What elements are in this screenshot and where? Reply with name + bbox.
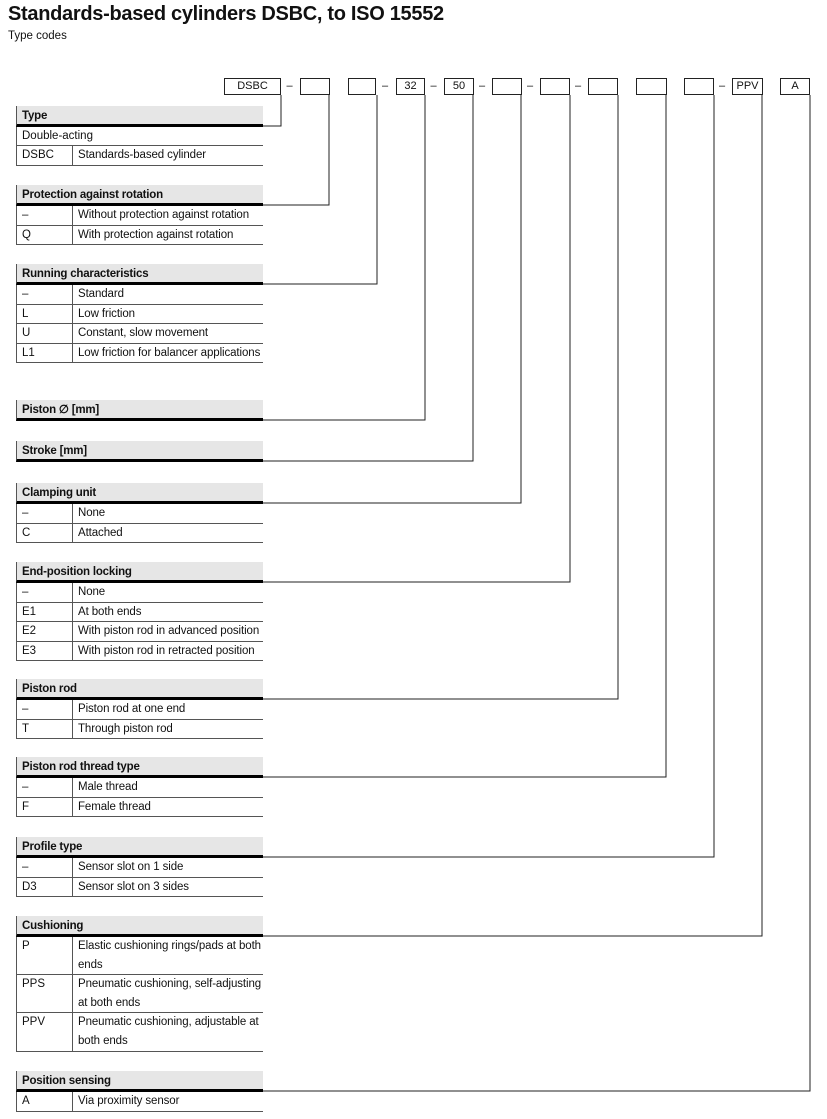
- section-title: Piston ∅ [mm]: [16, 400, 263, 421]
- row-description: Pneumatic cushioning, adjustable at both ends: [78, 1016, 259, 1047]
- code-separator: –: [430, 80, 437, 92]
- code-row: [16, 324, 263, 344]
- section-title: Type: [16, 106, 263, 127]
- code-row: [16, 937, 263, 975]
- leader-line-7: [263, 95, 618, 699]
- section-title: Piston rod thread type: [16, 757, 263, 778]
- row-code: –: [17, 285, 73, 304]
- code-row: [16, 798, 263, 818]
- row-description: Female thread: [78, 800, 151, 813]
- row-code: T: [17, 720, 73, 739]
- code-row: [16, 778, 263, 798]
- code-box-5: 50: [444, 78, 474, 95]
- row-code: U: [17, 324, 73, 343]
- leader-line-9: [263, 95, 714, 857]
- page-subtitle: Type codes: [8, 30, 67, 42]
- code-box-11: PPV: [732, 78, 763, 95]
- code-row: [16, 524, 263, 544]
- leader-line-3: [263, 95, 425, 420]
- code-row: [16, 504, 263, 524]
- leader-line-6: [263, 95, 570, 582]
- row-code: PPS: [17, 975, 73, 1012]
- row-code: –: [17, 504, 73, 523]
- leader-line-4: [263, 95, 473, 461]
- row-description: Standards-based cylinder: [78, 149, 207, 161]
- row-description: With protection against rotation: [78, 228, 234, 241]
- code-row: [16, 975, 263, 1013]
- code-row: [16, 127, 263, 146]
- code-separator: –: [286, 80, 293, 92]
- section-0: [16, 106, 263, 166]
- row-code: –: [17, 778, 73, 797]
- section-title: End-position locking: [16, 562, 263, 583]
- code-separator: –: [527, 80, 534, 92]
- code-row: [16, 642, 263, 662]
- code-row: [16, 206, 263, 226]
- row-description: Pneumatic cushioning, self-adjusting at both ends: [78, 978, 262, 1009]
- leader-line-5: [263, 95, 521, 503]
- row-description: With piston rod in advanced position: [78, 625, 260, 638]
- row-description: Constant, slow movement: [78, 327, 209, 340]
- code-row: [16, 603, 263, 623]
- code-separator: –: [479, 80, 486, 92]
- row-description: Without protection against rotation: [78, 209, 250, 221]
- row-code: PPV: [17, 1013, 73, 1050]
- row-description: Standard: [78, 288, 124, 300]
- leader-line-11: [263, 95, 810, 1091]
- code-row: [16, 720, 263, 740]
- row-description: With piston rod in retracted position: [78, 644, 255, 657]
- row-code: Q: [17, 226, 73, 245]
- row-description: Elastic cushioning rings/pads at both ends: [78, 940, 261, 971]
- row-code: D3: [17, 878, 73, 897]
- row-code: P: [17, 937, 73, 974]
- row-code: –: [17, 700, 73, 719]
- row-description: Sensor slot on 1 side: [78, 861, 184, 873]
- row-code: L1: [17, 344, 73, 363]
- code-box-1: DSBC: [224, 78, 281, 95]
- row-description: Low friction: [78, 307, 135, 320]
- code-row: [16, 226, 263, 246]
- section-title: Position sensing: [16, 1071, 263, 1092]
- row-description: Sensor slot on 3 sides: [78, 880, 189, 893]
- section-title: Cushioning: [16, 916, 263, 937]
- code-row: [16, 1092, 263, 1112]
- page-title: Standards-based cylinders DSBC, to ISO 15552: [8, 3, 444, 25]
- code-box-8: [588, 78, 618, 95]
- code-separator: –: [382, 80, 389, 92]
- code-box-10: [684, 78, 714, 95]
- row-description: Low friction for balancer applications: [78, 346, 261, 359]
- code-row: [16, 583, 263, 603]
- row-description: None: [78, 507, 106, 519]
- section-7: [16, 679, 263, 739]
- code-row: [16, 622, 263, 642]
- row-code: C: [17, 524, 73, 543]
- row-code: E1: [17, 603, 73, 622]
- code-row: [16, 1013, 263, 1051]
- row-label: Double-acting: [22, 130, 93, 142]
- section-6: [16, 562, 263, 661]
- leader-line-0: [263, 95, 281, 126]
- section-10: [16, 916, 263, 1052]
- section-1: [16, 185, 263, 245]
- code-separator: –: [575, 80, 582, 92]
- section-11: [16, 1071, 263, 1112]
- row-description: Via proximity sensor: [78, 1095, 180, 1107]
- row-code: L: [17, 305, 73, 324]
- code-box-6: [492, 78, 522, 95]
- code-row: [16, 344, 263, 364]
- code-row: [16, 285, 263, 305]
- row-code: E3: [17, 642, 73, 661]
- section-title: Clamping unit: [16, 483, 263, 504]
- section-4: [16, 441, 263, 462]
- row-description: Through piston rod: [78, 722, 173, 735]
- row-description: Male thread: [78, 781, 138, 793]
- leader-line-1: [263, 95, 329, 205]
- code-separator: –: [719, 80, 726, 92]
- section-2: [16, 264, 263, 363]
- section-title: Protection against rotation: [16, 185, 263, 206]
- code-row: [16, 146, 263, 166]
- row-code: –: [17, 583, 73, 602]
- section-3: [16, 400, 263, 421]
- section-title: Profile type: [16, 837, 263, 858]
- code-row: [16, 858, 263, 878]
- code-box-9: [636, 78, 667, 95]
- code-box-2: [300, 78, 330, 95]
- section-title: Piston rod: [16, 679, 263, 700]
- row-description: At both ends: [78, 605, 142, 618]
- row-code: A: [17, 1092, 73, 1111]
- code-box-3: [348, 78, 376, 95]
- code-box-4: 32: [396, 78, 425, 95]
- section-title: Running characteristics: [16, 264, 263, 285]
- row-code: DSBC: [17, 146, 73, 165]
- section-8: [16, 757, 263, 817]
- row-code: E2: [17, 622, 73, 641]
- row-code: –: [17, 858, 73, 877]
- leader-line-8: [263, 95, 666, 777]
- section-9: [16, 837, 263, 897]
- code-box-7: [540, 78, 570, 95]
- row-code: F: [17, 798, 73, 817]
- section-5: [16, 483, 263, 543]
- code-row: [16, 305, 263, 325]
- leader-line-10: [263, 95, 762, 936]
- code-box-12: A: [780, 78, 810, 95]
- row-description: None: [78, 586, 106, 598]
- leader-line-2: [263, 95, 377, 284]
- code-row: [16, 878, 263, 898]
- row-description: Attached: [78, 526, 123, 539]
- section-title: Stroke [mm]: [16, 441, 263, 462]
- code-row: [16, 700, 263, 720]
- row-code: –: [17, 206, 73, 225]
- row-description: Piston rod at one end: [78, 703, 186, 715]
